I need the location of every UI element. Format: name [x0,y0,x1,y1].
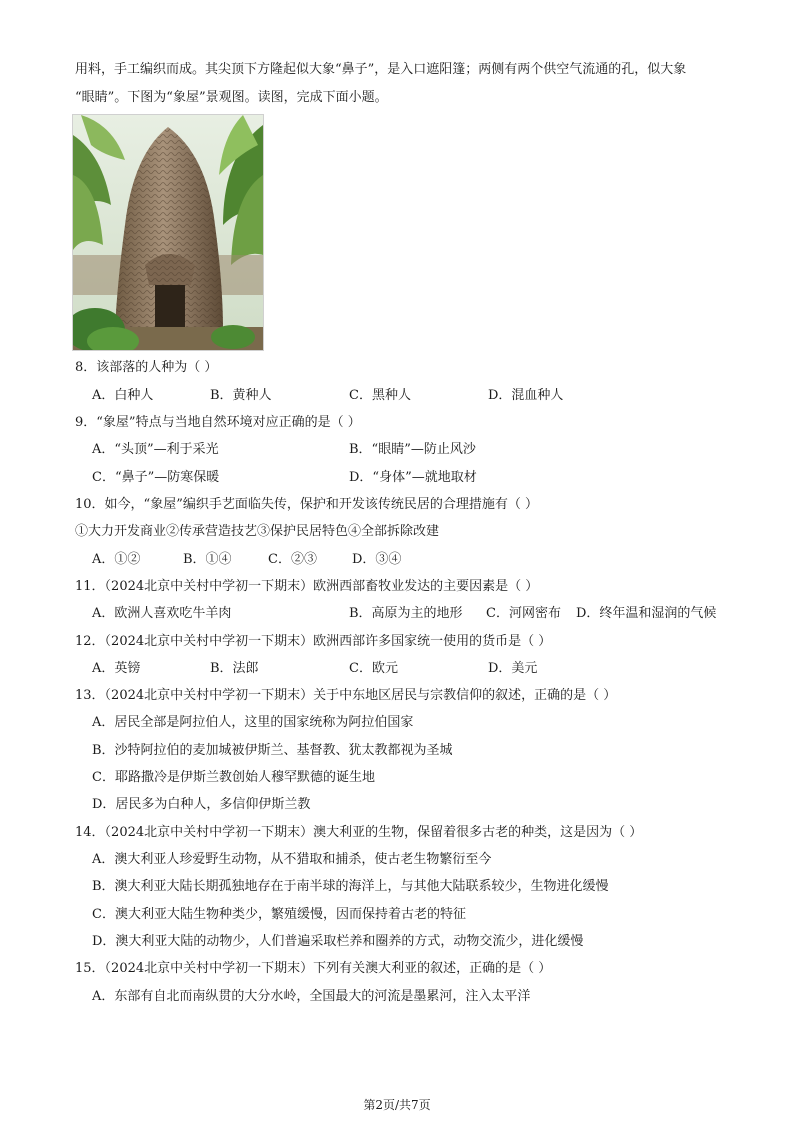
question-13-option-a: A．居民全部是阿拉伯人，这里的国家统称为阿拉伯国家 [92,715,414,730]
question-11-stem: 11．（2024北京中关村中学初一下期末）欧洲西部畜牧业发达的主要因素是（ ） [75,579,539,594]
question-10-option-a: A．①② [92,552,141,567]
question-8-option-b: B．黄种人 [210,388,272,403]
question-9-option-c: C．“鼻子”—防寒保暖 [92,470,220,485]
question-11-option-c: C．河网密布 [486,606,561,621]
question-9-option-b: B．“眼睛”—防止风沙 [349,442,476,457]
question-13-option-d: D．居民多为白种人，多信仰伊斯兰教 [92,797,311,812]
question-11-option-d: D．终年温和湿润的气候 [576,606,717,621]
question-11-option-a: A．欧洲人喜欢吃牛羊肉 [92,606,232,621]
question-9-stem: 9．“象屋”特点与当地自然环境对应正确的是（ ） [75,415,361,430]
question-10-stem: 10．如今，“象屋”编织手艺面临失传，保护和开发该传统民居的合理措施有（ ） [75,497,538,512]
page-number-footer: 第2页/共7页 [363,1098,431,1112]
question-8-option-a: A．白种人 [92,388,154,403]
question-10-statements: ①大力开发商业②传承营造技艺③保护民居特色④全部拆除改建 [75,524,440,539]
intro-text-line-1: 用料，手工编织而成。其尖顶下方隆起似大象“鼻子”，是入口遮阳篷；两侧有两个供空气流通的孔，似大象 [75,62,687,77]
question-8-option-d: D．混血种人 [488,388,564,403]
question-9-option-a: A．“头顶”—利于采光 [92,442,219,457]
question-14-option-c: C．澳大利亚大陆生物种类少，繁殖缓慢，因而保持着古老的特征 [92,907,466,922]
question-13-option-b: B．沙特阿拉伯的麦加城被伊斯兰、基督教、犹太教都视为圣城 [92,743,453,758]
question-12-option-a: A．英镑 [92,661,141,676]
question-10-option-c: C．②③ [268,552,317,567]
question-14-option-b: B．澳大利亚大陆长期孤独地存在于南半球的海洋上，与其他大陆联系较少，生物进化缓慢 [92,879,609,894]
elephant-house-photo [72,114,264,351]
question-13-stem: 13．（2024北京中关村中学初一下期末）关于中东地区居民与宗教信仰的叙述，正确的是（ ） [75,688,617,703]
question-14-option-d: D．澳大利亚大陆的动物少，人们普遍采取栏养和圈养的方式，动物交流少，进化缓慢 [92,934,584,949]
question-15-stem: 15．（2024北京中关村中学初一下期末）下列有关澳大利亚的叙述，正确的是（ ） [75,961,552,976]
question-8-option-c: C．黑种人 [349,388,411,403]
question-11-option-b: B．高原为主的地形 [349,606,463,621]
question-9-option-d: D．“身体”—就地取材 [349,470,477,485]
question-12-stem: 12．（2024北京中关村中学初一下期末）欧洲西部许多国家统一使用的货币是（ ） [75,634,552,649]
question-14-stem: 14．（2024北京中关村中学初一下期末）澳大利亚的生物，保留着很多古老的种类，这是因为（ ） [75,825,643,840]
question-15-option-a: A．东部有自北而南纵贯的大分水岭，全国最大的河流是墨累河，注入太平洋 [92,989,531,1004]
question-12-option-c: C．欧元 [349,661,398,676]
question-12-option-d: D．美元 [488,661,538,676]
question-10-option-b: B．①④ [183,552,232,567]
question-13-option-c: C．耶路撒冷是伊斯兰教创始人穆罕默德的诞生地 [92,770,375,785]
question-10-option-d: D．③④ [352,552,402,567]
intro-text-line-2: “眼睛”。下图为“象屋”景观图。读图，完成下面小题。 [75,90,388,105]
question-12-option-b: B．法郎 [210,661,259,676]
question-8-stem: 8．该部落的人种为（ ） [75,360,218,375]
question-14-option-a: A．澳大利亚人珍爱野生动物，从不猎取和捕杀，使古老生物繁衍至今 [92,852,492,867]
